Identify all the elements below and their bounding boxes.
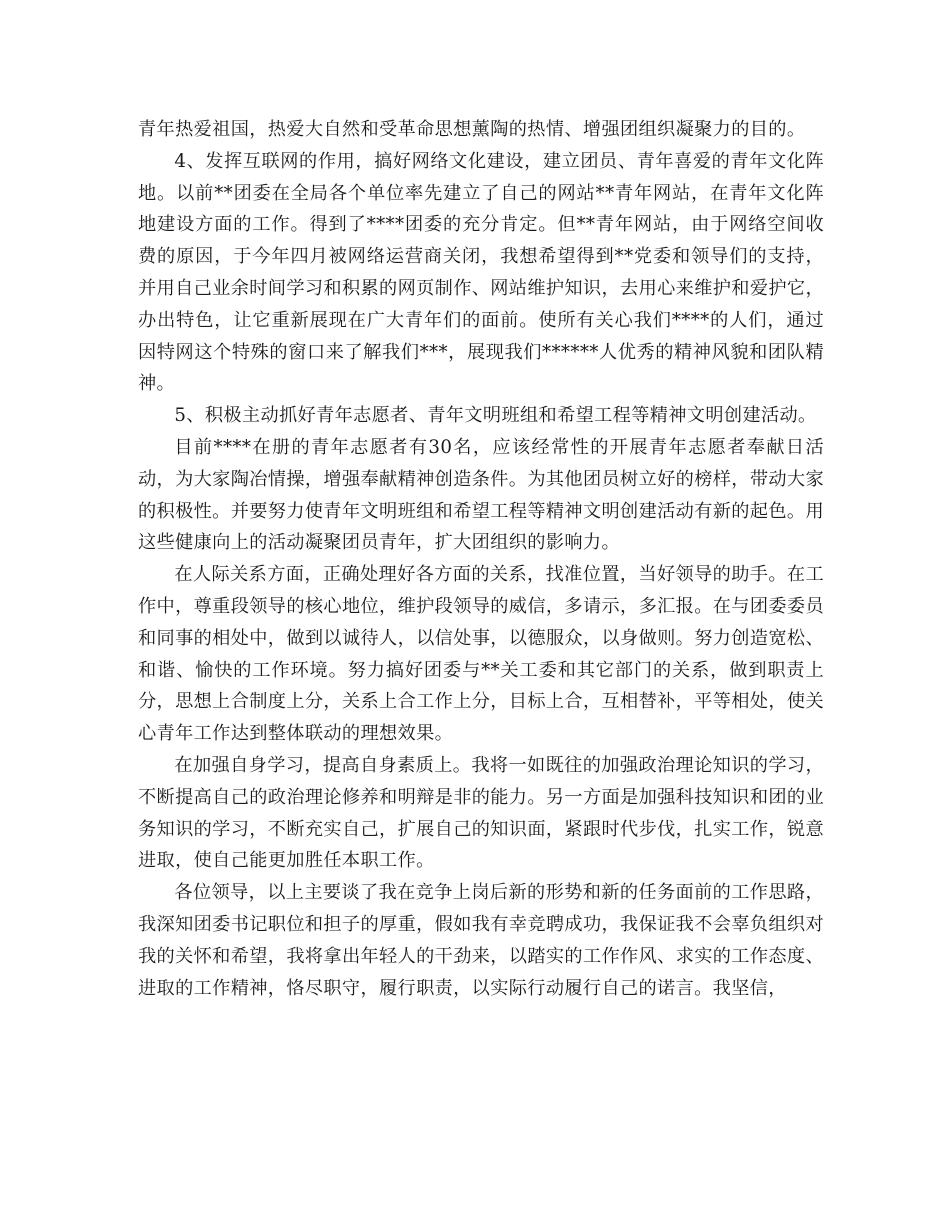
paragraph-internet-culture: 4、发挥互联网的作用，搞好网络文化建设，建立团员、青年喜爱的青年文化阵地。以前**团委在全局各个单位率先建立了自己的网站**青年网站，在青年文化阵地建设方面的工作。得到了****团委的充分肯定。但**青年网站，由于网络空间收费的原因，于今年四月被网络运营商关闭，我想希望得到**党委和领导们的支持，并用自己业余时间学习和积累的网页制作、网站维护知识，去用心来维护和爱护它，办出特色，让它重新展现在广大青年们的面前。使所有关心我们****的人们，通过因特网这个特殊的窗口来了解我们***，展现我们******人优秀的精神风貌和团队精神。 <box>138 150 824 395</box>
paragraph-closing: 各位领导，以上主要谈了我在竞争上岗后新的形势和新的任务面前的工作思路，我深知团委书记职位和担子的厚重，假如我有幸竞聘成功，我保证我不会辜负组织对我的关怀和希望，我将拿出年轻人的干劲来，以踏实的工作作风、求实的工作态度、进取的工作精神，恪尽职守，履行职责，以实际行动履行自己的诺言。我坚信， <box>138 882 824 999</box>
paragraph-self-study: 在加强自身学习，提高自身素质上。我将一如既往的加强政治理论知识的学习，不断提高自己的政治理论修养和明辩是非的能力。另一方面是加强科技知识和团的业务知识的学习，不断充实自己，扩展自己的知识面，紧跟时代步伐，扎实工作，锐意进取，使自己能更加胜任本职工作。 <box>138 754 824 872</box>
paragraph-volunteers: 目前****在册的青年志愿者有30名，应该经常性的开展青年志愿者奉献日活动，为大家陶冶情操，增强奉献精神创造条件。为其他团员树立好的榜样，带动大家的积极性。并要努力使青年文明班组和希望工程等精神文明创建活动有新的起色。用这些健康向上的活动凝聚团员青年，扩大团组织的影响力。 <box>138 436 824 554</box>
paragraph-continued: 青年热爱祖国，热爱大自然和受革命思想薰陶的热情、增强团组织凝聚力的目的。 <box>138 119 806 140</box>
paragraph-volunteer-heading: 5、积极主动抓好青年志愿者、青年文明班组和希望工程等精神文明创建活动。 <box>174 405 817 427</box>
paragraph-relations: 在人际关系方面，正确处理好各方面的关系，找准位置，当好领导的助手。在工作中，尊重段领导的核心地位，维护段领导的威信，多请示，多汇报。在与团委委员和同事的相处中，做到以诚待人，以信处事，以德服众，以身做则。努力创造宽松、和谐、愉快的工作环境。努力搞好团委与**关工委和其它部门的关系，做到职责上分，思想上合制度上分，关系上合工作上分，目标上合，互相替补，平等相处，使关心青年工作达到整体联动的理想效果。 <box>138 564 824 745</box>
document-page <box>138 114 824 1004</box>
